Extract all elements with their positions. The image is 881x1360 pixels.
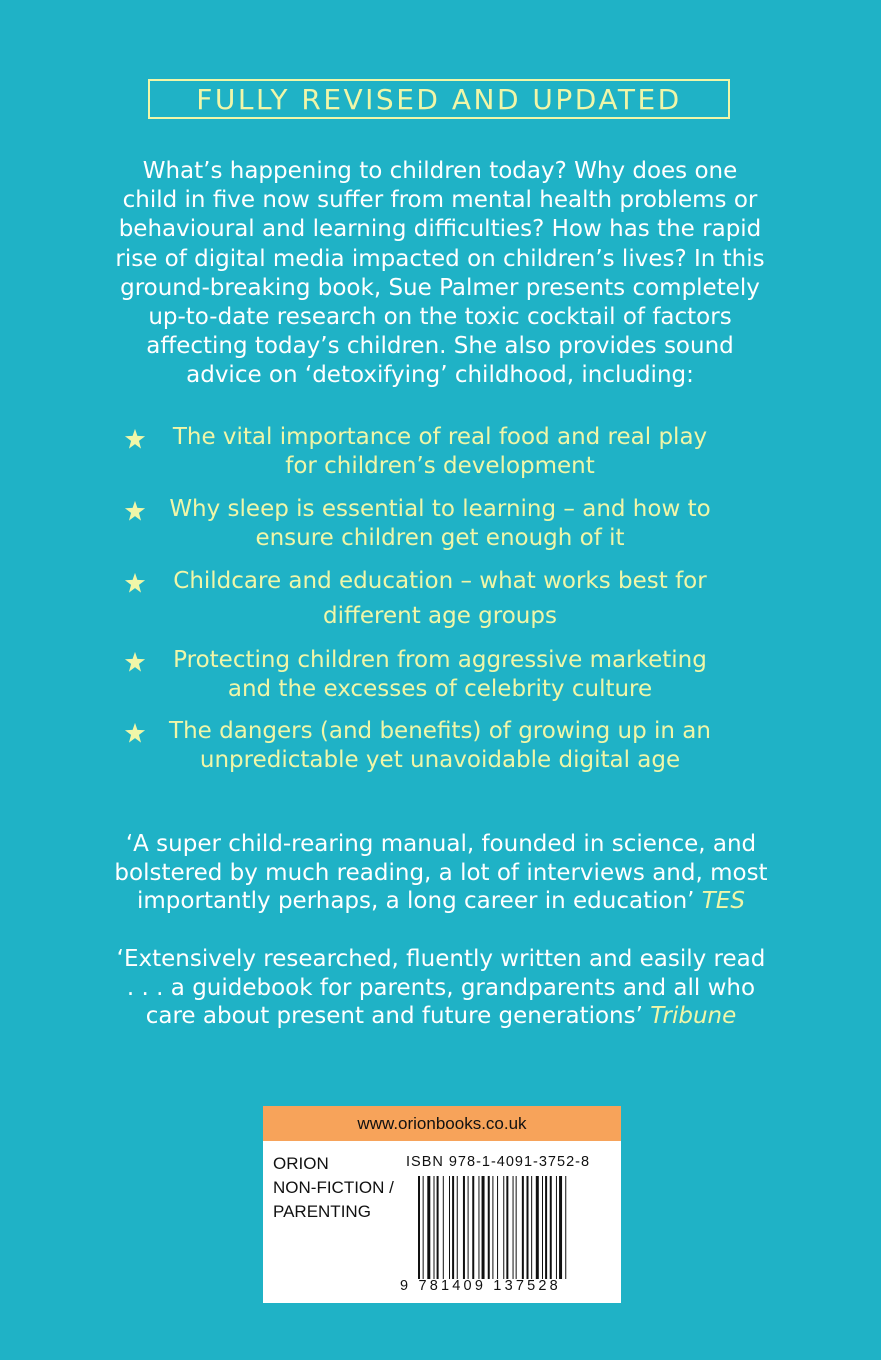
feature-item [110, 646, 770, 704]
isbn-text: ISBN 978-1-4091-3752-8 [406, 1154, 591, 1170]
publisher-line: PARENTING [273, 1202, 371, 1221]
barcode-bar [513, 1176, 514, 1279]
barcode-bar [488, 1176, 490, 1279]
barcode-panel [263, 1106, 621, 1303]
publisher-category [273, 1152, 394, 1224]
feature-line: unpredictable yet unavoidable digital age [199, 747, 681, 773]
barcode-digits: 9 781409 137528 [400, 1278, 561, 1294]
review-quote-tes [70, 830, 812, 916]
barcode-bar [497, 1176, 498, 1279]
feature-line: different age groups [323, 603, 557, 629]
barcode-bar [516, 1176, 517, 1279]
quote-last-line [70, 887, 812, 916]
intro-line: ground-breaking book, Sue Palmer presents completely [120, 274, 760, 301]
barcode-bar [482, 1176, 485, 1279]
review-quote-tribune [70, 945, 812, 1031]
intro-line: affecting today’s children. She also provides sound [146, 333, 734, 360]
feature-item [110, 495, 770, 553]
barcode-bar [559, 1176, 562, 1279]
barcode-bar [550, 1176, 552, 1279]
feature-line: The vital importance of real food and real play [172, 424, 708, 450]
barcode-bar [492, 1176, 493, 1279]
barcode-bar [463, 1176, 465, 1279]
intro-paragraph [90, 157, 790, 391]
quote-last-line [70, 1002, 812, 1031]
barcode-bar [449, 1176, 450, 1279]
barcode-bar [427, 1176, 430, 1279]
star-icon [124, 428, 146, 450]
quote-line: ‘A super child-rearing manual, founded in science, and [125, 831, 757, 857]
intro-line: child in five now suffer from mental health problems or [122, 187, 758, 214]
quote-line: ‘Extensively researched, fluently written and easily read [116, 946, 766, 972]
barcode-bar [452, 1176, 454, 1279]
quote-source: Tribune [650, 1003, 737, 1029]
barcode-bar [503, 1176, 504, 1279]
quote-source: TES [701, 888, 745, 914]
intro-line: up-to-date research on the toxic cocktail of factors [148, 304, 732, 331]
intro-line: behavioural and learning difficulties? How has the rapid [118, 216, 762, 243]
intro-line: What’s happening to children today? Why does one [142, 158, 738, 184]
revised-banner [148, 79, 730, 119]
barcode-bar [443, 1176, 444, 1279]
quote-line: bolstered by much reading, a lot of interviews and, most [114, 859, 768, 886]
barcode-bar [536, 1176, 539, 1279]
publisher-url-band [263, 1106, 621, 1141]
barcode-bar [542, 1176, 543, 1279]
quote-text: importantly perhaps, a long career in education’ [137, 888, 695, 914]
quote-line: . . . a guidebook for parents, grandparents and all who [126, 974, 756, 1001]
barcode-bar [418, 1176, 420, 1279]
feature-line: ensure children get enough of it [255, 525, 625, 551]
barcode-bar [468, 1176, 469, 1279]
star-icon [124, 722, 146, 744]
barcode-bar [478, 1176, 479, 1279]
feature-line: The dangers (and benefits) of growing up in an [169, 718, 711, 744]
barcode-bar [565, 1176, 566, 1279]
intro-line: advice on ‘detoxifying’ childhood, including: [186, 362, 694, 389]
barcode-bar [506, 1176, 508, 1279]
star-icon [124, 651, 146, 673]
quote-text: care about present and future generations’ [145, 1003, 643, 1029]
feature-line: for children’s development [285, 453, 595, 479]
banner-text: FULLY REVISED AND UPDATED [196, 82, 682, 116]
feature-item [110, 567, 770, 631]
barcode-bar [527, 1176, 529, 1279]
barcode-bar [545, 1176, 547, 1279]
feature-line: Protecting children from aggressive marketing [173, 647, 707, 673]
intro-line: rise of digital media impacted on children’s lives? In this [115, 245, 765, 272]
barcode-bar [434, 1176, 435, 1279]
feature-item [110, 717, 770, 775]
publisher-line: ORION [273, 1154, 329, 1173]
feature-line: and the excesses of celebrity culture [227, 676, 653, 702]
barcode-bar [531, 1176, 532, 1279]
barcode-bar [457, 1176, 458, 1279]
feature-item [110, 423, 770, 481]
barcode-bar [437, 1176, 439, 1279]
publisher-line: NON-FICTION / [273, 1178, 394, 1197]
publisher-url: www.orionbooks.co.uk [357, 1113, 527, 1133]
barcode-bar [522, 1176, 524, 1279]
barcode-bar [423, 1176, 424, 1279]
barcode-bar [556, 1176, 557, 1279]
star-icon [124, 572, 146, 594]
star-icon [124, 500, 146, 522]
feature-line: Childcare and education – what works best for [173, 568, 707, 594]
barcode-bar [472, 1176, 474, 1279]
feature-line: Why sleep is essential to learning – and how to [169, 496, 711, 522]
barcode-graphic [418, 1176, 608, 1279]
